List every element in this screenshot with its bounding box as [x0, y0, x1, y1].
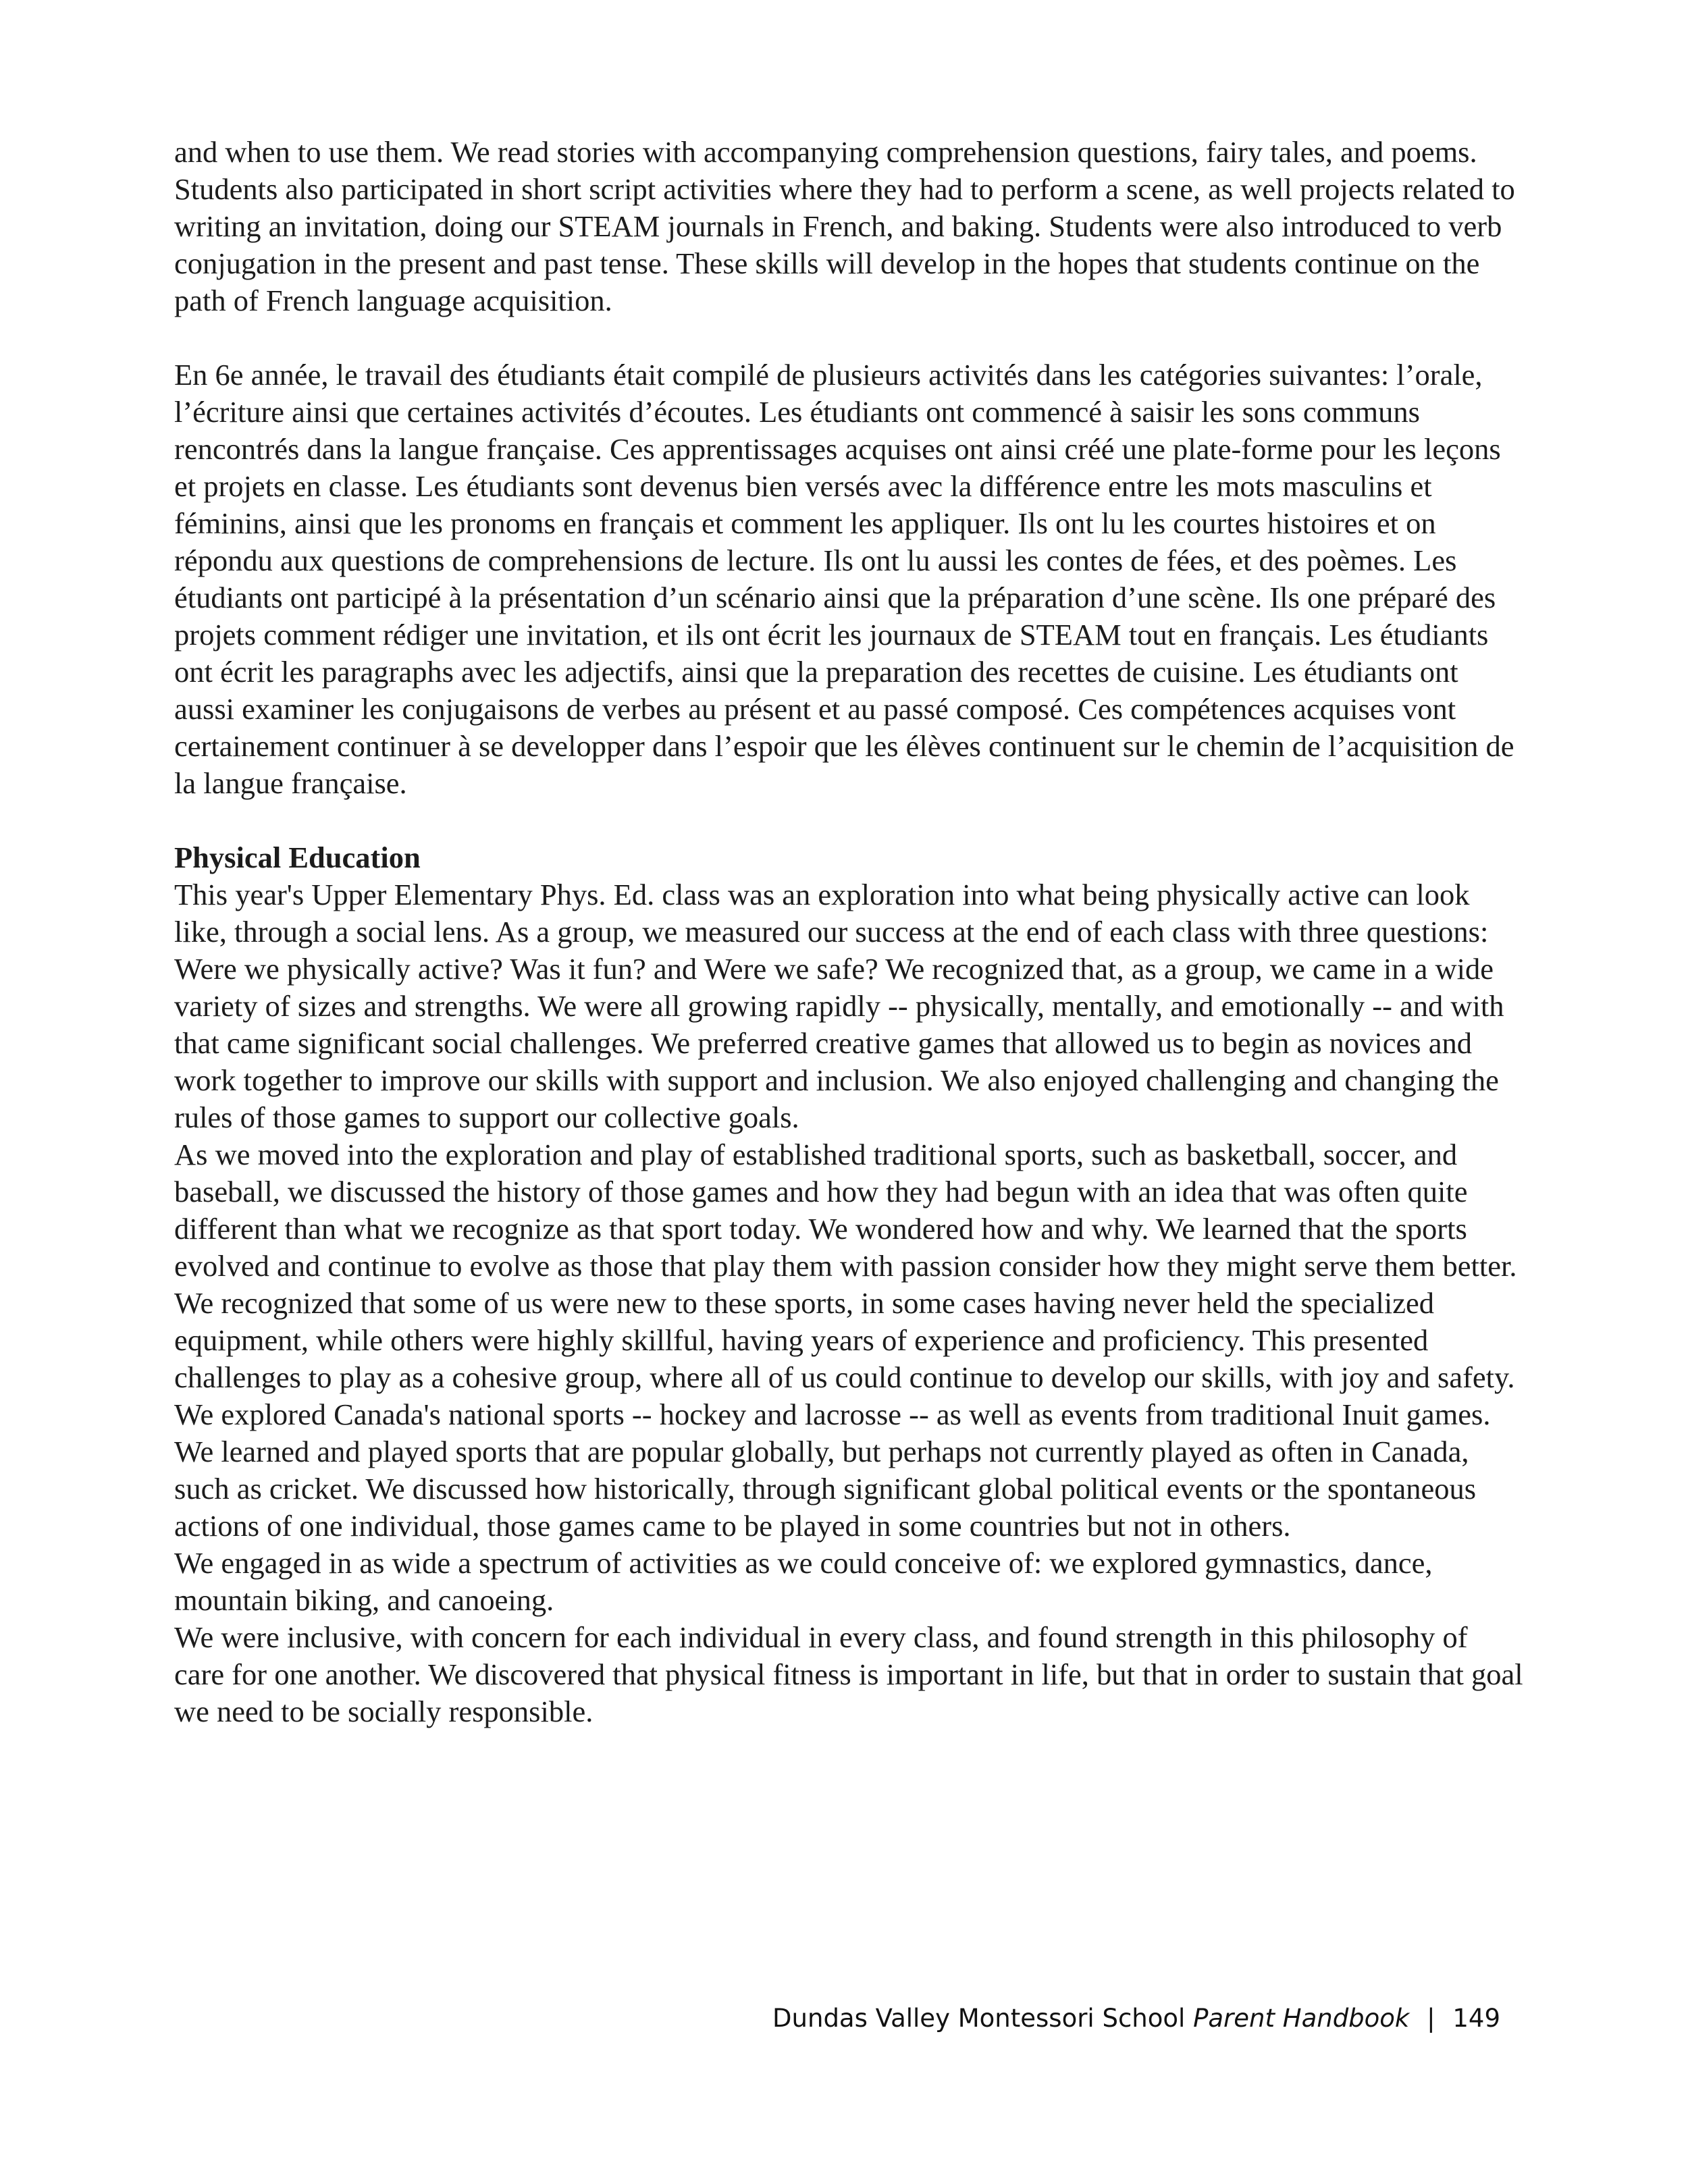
- section-heading-physical-education: Physical Education: [174, 841, 421, 874]
- intro-paragraph: and when to use them. We read stories with accompanying comprehension questions, fairy tales, and poems. Students also participated in short script activities where they had to perform a scene, as well projects related to writing an invitation, doing our STEAM journals in French, and baking. Students were also introduced to verb conjugation in the present and past tense. These skills will develop in the hopes that students continue on the path of French language acquisition.: [174, 135, 1515, 317]
- page-content: [174, 134, 1525, 1730]
- pe-paragraph-6: We were inclusive, with concern for each individual in every class, and found strength in this philosophy of care for one another. We discovered that physical fitness is important in life, but that in order to sustain that goal we need to be socially responsible.: [174, 1620, 1523, 1728]
- pe-paragraph-5: We engaged in as wide a spectrum of activities as we could conceive of: we explored gymnastics, dance, mountain biking, and canoeing.: [174, 1546, 1433, 1617]
- french-paragraph: En 6e année, le travail des étudiants était compilé de plusieurs activités dans les catégories suivantes: l’orale, l’écriture ainsi que certaines activités d’écoutes. Les étudiants ont commencé à saisir les sons communs rencontrés dans la langue française. Ces apprentissages acquises ont ainsi créé une plate-forme pour les leçons et projets en classe. Les étudiants sont devenus bien versés avec la différence entre les mots masculins et féminins, ainsi que les pronoms en français et comment les appliquer. Ils ont lu les courtes histoires et on répondu aux questions de comprehensions de lecture. Ils ont lu aussi les contes de fées, et des poèmes. Les étudiants ont participé à la présentation d’un scénario ainsi que la préparation d’une scène. Ils one préparé des projets comment rédiger une invitation, et ils ont écrit les journaux de STEAM tout en français. Les étudiants ont écrit les paragraphs avec les adjectifs, ainsi que la preparation des recettes de cuisine. Les étudiants ont aussi examiner les conjugaisons de verbes au présent et au passé composé. Ces compétences acquises vont certainement continuer à se developper dans l’espoir que les élèves continuent sur le chemin de l’acquisition de la langue française.: [174, 358, 1514, 800]
- pe-paragraph-4: We explored Canada's national sports -- hockey and lacrosse -- as well as events from traditional Inuit games. We learned and played sports that are popular globally, but perhaps not currently played as often in Canada, such as cricket. We discussed how historically, through significant global political events or the spontaneous actions of one individual, those games came to be played in some countries but not in others.: [174, 1397, 1491, 1543]
- pe-paragraph-3: We recognized that some of us were new to these sports, in some cases having never held the specialized equipment, while others were highly skillful, having years of experience and proficiency. This presented challenges to play as a cohesive group, where all of us could continue to develop our skills, with joy and safety.: [174, 1286, 1515, 1394]
- page-footer: [772, 2004, 1500, 2033]
- pe-paragraph-2: As we moved into the exploration and play of established traditional sports, such as basketball, soccer, and baseball, we discussed the history of those games and how they had begun with an idea that was often quite different than what we recognize as that sport today. We wondered how and why. We learned that the sports evolved and continue to evolve as those that play them with passion consider how they might serve them better.: [174, 1138, 1517, 1283]
- footer-page-number: 149: [1452, 2004, 1500, 2033]
- footer-document-title: Parent Handbook: [1193, 2004, 1410, 2033]
- pe-paragraph-1: This year's Upper Elementary Phys. Ed. class was an exploration into what being physically active can look like, through a social lens. As a group, we measured our success at the end of each class with three questions: Were we physically active? Was it fun? and Were we safe? We recognized that, as a group, we came in a wide variety of sizes and strengths. We were all growing rapidly -- physically, mentally, and emotionally -- and with that came significant social challenges. We preferred creative games that allowed us to begin as novices and work together to improve our skills with support and inclusion. We also enjoyed challenging and changing the rules of those games to support our collective goals.: [174, 878, 1504, 1134]
- footer-school-name: Dundas Valley Montessori School: [772, 2004, 1186, 2033]
- paragraph-spacer: [174, 802, 1525, 839]
- footer-separator: |: [1427, 2004, 1435, 2033]
- paragraph-spacer: [174, 319, 1525, 356]
